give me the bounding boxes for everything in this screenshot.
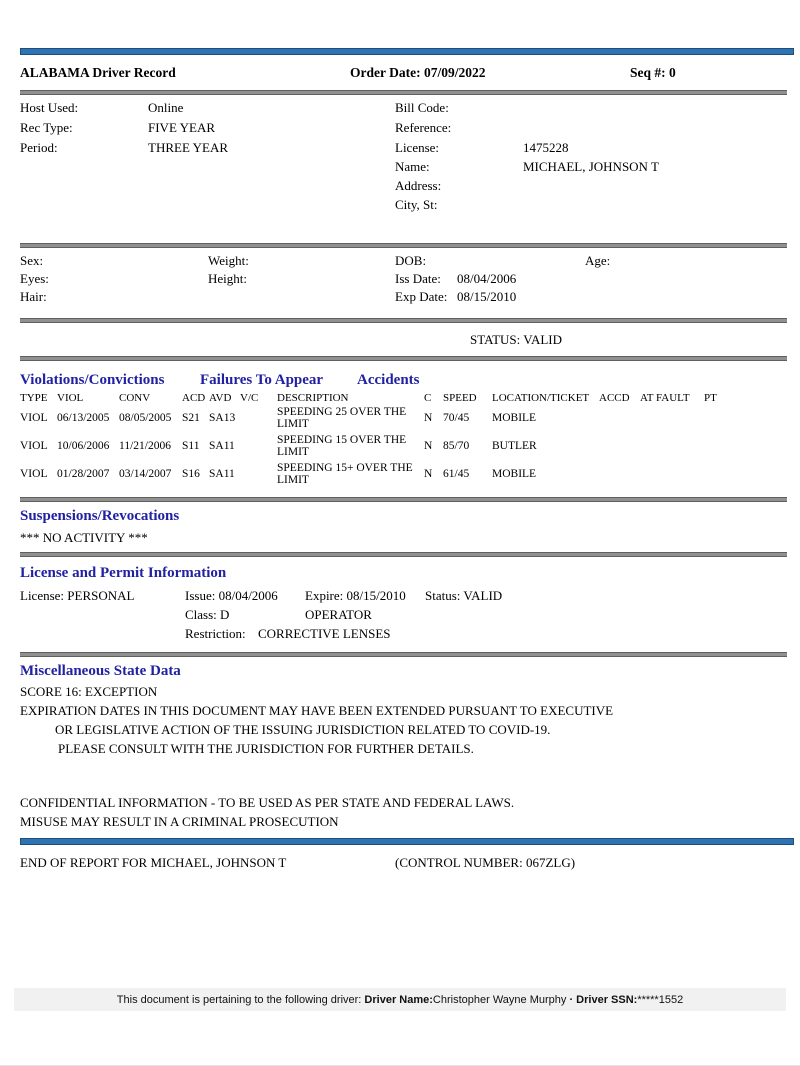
- field-dob: [395, 253, 457, 269]
- cell-acd: S11: [182, 440, 200, 452]
- field-value: 1475228: [523, 140, 569, 155]
- bottom-blue-divider: [20, 838, 794, 845]
- field-weight: Weight:: [208, 253, 249, 268]
- cell-conv: 08/05/2005: [119, 412, 172, 424]
- cell-c: N: [424, 468, 433, 480]
- field-iss-date: [395, 271, 516, 287]
- section-divider: [20, 243, 787, 248]
- field-hair: Hair:: [20, 289, 47, 304]
- cell-acd: S16: [182, 468, 200, 480]
- misc-legislative-line: OR LEGISLATIVE ACTION OF THE ISSUING JURISDICTION RELATED TO COVID-19.: [55, 722, 551, 737]
- field-value: MICHAEL, JOHNSON T: [523, 159, 659, 174]
- order-date: Order Date: 07/09/2022: [350, 65, 486, 80]
- footer-prefix: This document is pertaining to the following driver:: [116, 993, 365, 1006]
- field-label: Iss Date:: [395, 271, 441, 286]
- cell-speed: 70/45: [443, 412, 470, 424]
- cell-at-fault: [640, 460, 704, 488]
- cell-accd: [599, 460, 640, 488]
- cell-viol: 06/13/2005: [57, 412, 110, 424]
- section-divider: [20, 318, 787, 323]
- field-value: THREE YEAR: [148, 140, 229, 155]
- col-pt: PT: [704, 392, 717, 404]
- footer-ssn-value: *****1552: [637, 993, 684, 1006]
- violations-table-wrap: [20, 392, 787, 488]
- heading-suspensions-revocations: Suspensions/Revocations: [20, 508, 180, 524]
- cell-vc: [240, 404, 277, 432]
- license-restriction-label: Restriction:: [185, 626, 246, 641]
- top-blue-divider: [20, 48, 794, 55]
- field-host-used: [20, 100, 183, 116]
- col-conv: CONV: [119, 392, 151, 404]
- field-address: [395, 178, 523, 194]
- col-description: DESCRIPTION: [277, 392, 349, 404]
- field-rec-type: [20, 120, 215, 136]
- footer-driver-note: [14, 988, 786, 1011]
- cell-accd: [599, 432, 640, 460]
- table-header-row: [20, 392, 787, 404]
- col-vc: V/C: [240, 392, 259, 404]
- section-divider: [20, 497, 787, 502]
- heading-misc-state-data: Miscellaneous State Data: [20, 663, 181, 679]
- section-divider: [20, 356, 787, 361]
- cell-pt: [704, 404, 787, 432]
- cell-speed: 61/45: [443, 468, 470, 480]
- suspensions-body: *** NO ACTIVITY ***: [20, 530, 148, 545]
- cell-vc: [240, 432, 277, 460]
- table-row: [20, 460, 787, 488]
- field-reference: [395, 120, 523, 136]
- field-exp-date: [395, 289, 516, 305]
- cell-at-fault: [640, 404, 704, 432]
- cell-pt: [704, 432, 787, 460]
- field-label: Address:: [395, 178, 442, 193]
- heading-license-permit-info: License and Permit Information: [20, 565, 227, 581]
- cell-speed: 85/70: [443, 440, 470, 452]
- table-row: [20, 404, 787, 432]
- col-speed: SPEED: [443, 392, 477, 404]
- section-divider: [20, 652, 787, 657]
- license-type: License: PERSONAL: [20, 588, 135, 603]
- field-license-number: [395, 140, 569, 156]
- license-expire: Expire: 08/15/2010: [305, 588, 406, 603]
- field-label: Exp Date:: [395, 289, 448, 304]
- col-avd: AVD: [209, 392, 232, 404]
- footer-ssn-label: Driver SSN:: [576, 993, 638, 1006]
- cell-type: VIOL: [20, 440, 48, 452]
- license-restriction-value: CORRECTIVE LENSES: [258, 626, 391, 641]
- cell-c: N: [424, 440, 433, 452]
- misc-consult-line: PLEASE CONSULT WITH THE JURISDICTION FOR FURTHER DETAILS.: [58, 741, 474, 756]
- cell-avd: SA11: [209, 468, 235, 480]
- heading-failures-to-appear: Failures To Appear: [200, 372, 324, 388]
- license-status: Status: VALID: [425, 588, 503, 603]
- field-value: Online: [148, 100, 184, 115]
- field-label: Bill Code:: [395, 100, 449, 115]
- col-at-fault: AT FAULT: [640, 392, 690, 404]
- seq-number: Seq #: 0: [630, 65, 676, 80]
- cell-description: SPEEDING 25 OVER THE LIMIT: [277, 405, 407, 430]
- field-label: City, St:: [395, 197, 438, 212]
- section-divider: [20, 552, 787, 557]
- field-eyes: Eyes:: [20, 271, 49, 286]
- field-label: DOB:: [395, 253, 427, 268]
- field-label: License:: [395, 140, 440, 155]
- misc-expiration-line: EXPIRATION DATES IN THIS DOCUMENT MAY HAVE BEEN EXTENDED PURSUANT TO EXECUTIVE: [20, 703, 614, 718]
- status-text: STATUS: VALID: [470, 332, 563, 347]
- col-location-ticket: LOCATION/TICKET: [492, 392, 590, 404]
- license-issue: Issue: 08/04/2006: [185, 588, 278, 603]
- field-period: [20, 140, 228, 156]
- table-row: [20, 432, 787, 460]
- cell-type: VIOL: [20, 412, 48, 424]
- field-label: Name:: [395, 159, 430, 174]
- confidential-line-2: MISUSE MAY RESULT IN A CRIMINAL PROSECUTION: [20, 814, 339, 829]
- col-viol: VIOL: [57, 392, 84, 404]
- cell-conv: 03/14/2007: [119, 468, 172, 480]
- field-name: [395, 159, 659, 175]
- page-title: ALABAMA Driver Record: [20, 65, 176, 80]
- cell-accd: [599, 404, 640, 432]
- field-label: Reference:: [395, 120, 452, 135]
- violations-table: [20, 392, 787, 488]
- confidential-line-1: CONFIDENTIAL INFORMATION - TO BE USED AS PER STATE AND FEDERAL LAWS.: [20, 795, 515, 810]
- heading-violations-convictions: Violations/Convictions: [20, 372, 165, 388]
- field-label: Rec Type:: [20, 120, 73, 135]
- license-class: Class: D: [185, 607, 230, 622]
- field-label: Period:: [20, 140, 58, 155]
- col-acd: ACD: [182, 392, 206, 404]
- cell-pt: [704, 460, 787, 488]
- misc-score-line: SCORE 16: EXCEPTION: [20, 684, 158, 699]
- cell-description: SPEEDING 15+ OVER THE LIMIT: [277, 461, 413, 486]
- field-bill-code: [395, 100, 523, 116]
- cell-conv: 11/21/2006: [119, 440, 171, 452]
- field-height: Height:: [208, 271, 247, 286]
- field-age: Age:: [585, 253, 611, 268]
- cell-type: VIOL: [20, 468, 48, 480]
- end-of-report-text: END OF REPORT FOR MICHAEL, JOHNSON T: [20, 855, 287, 870]
- col-accd: ACCD: [599, 392, 630, 404]
- cell-viol: 01/28/2007: [57, 468, 110, 480]
- footer-driver-name: Christopher Wayne Murphy: [432, 993, 567, 1006]
- field-value: 08/15/2010: [457, 289, 517, 304]
- cell-avd: SA11: [209, 440, 235, 452]
- cell-at-fault: [640, 432, 704, 460]
- cell-vc: [240, 460, 277, 488]
- section-divider: [20, 90, 787, 95]
- cell-acd: S21: [182, 412, 200, 424]
- col-type: TYPE: [20, 392, 48, 404]
- field-value: 08/04/2006: [457, 271, 517, 286]
- field-sex: Sex:: [20, 253, 44, 268]
- footer-separator: ·: [566, 993, 577, 1006]
- cell-viol: 10/06/2006: [57, 440, 110, 452]
- heading-accidents: Accidents: [357, 372, 420, 388]
- cell-c: N: [424, 412, 433, 424]
- col-c: C: [424, 392, 432, 404]
- cell-location: MOBILE: [492, 412, 537, 424]
- license-class-desc: OPERATOR: [305, 607, 372, 622]
- field-label: Host Used:: [20, 100, 79, 115]
- cell-location: BUTLER: [492, 440, 537, 452]
- cell-description: SPEEDING 15 OVER THE LIMIT: [277, 433, 407, 458]
- control-number: (CONTROL NUMBER: 067ZLG): [395, 855, 576, 870]
- cell-avd: SA13: [209, 412, 236, 424]
- footer-driver-name-label: Driver Name:: [364, 993, 433, 1006]
- cell-location: MOBILE: [492, 468, 537, 480]
- field-city-st: [395, 197, 523, 213]
- field-value: FIVE YEAR: [148, 120, 216, 135]
